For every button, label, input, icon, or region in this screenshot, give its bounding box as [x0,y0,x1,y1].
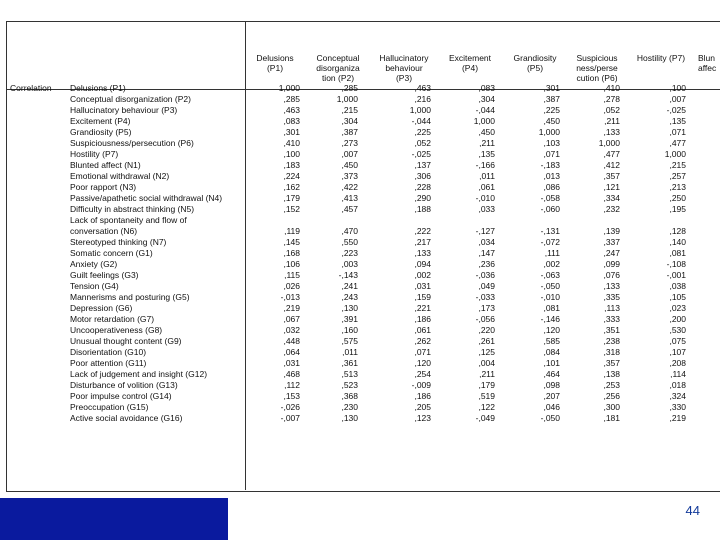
table-cell: ,011 [479,171,495,181]
table-cell: ,086 [543,182,560,192]
row-label: Depression (G6) [70,303,133,313]
table-cell: ,200 [669,314,686,324]
table-cell: 1,000 [538,127,560,137]
table-row [0,83,720,94]
column-header-p3: Hallucinatory behaviour (P3) [379,53,429,83]
table-cell: ,173 [478,303,495,313]
table-cell: ,463 [283,105,300,115]
table-cell: ,301 [283,127,300,137]
table-row [0,369,720,380]
row-label: Difficulty in abstract thinking (N5) [70,204,195,214]
row-label: Excitement (P4) [70,116,131,126]
table-cell: ,253 [603,380,620,390]
table-cell: ,179 [478,380,495,390]
table-cell: ,468 [283,369,300,379]
table-row [0,325,720,336]
table-cell: ,023 [669,303,686,313]
table-cell: ,285 [283,94,300,104]
table-cell: ,205 [414,402,431,412]
table-cell: ,002 [543,259,560,269]
table-cell: ,211 [479,369,495,379]
table-cell: ,225 [543,105,560,115]
table-cell: ,112 [284,380,300,390]
table-cell: ,391 [341,314,358,324]
table-cell: ,412 [603,160,620,170]
table-cell: -,072 [540,237,560,247]
table-cell: ,049 [478,281,495,291]
table-cell: ,224 [283,171,300,181]
table-cell: ,254 [414,369,431,379]
table-cell: -,131 [540,226,560,236]
table-cell: -,143 [338,270,358,280]
table-cell: ,448 [283,336,300,346]
table-cell: ,002 [414,270,431,280]
table-cell: ,300 [603,402,620,412]
table-row [0,292,720,303]
table-cell: -,026 [280,402,300,412]
row-label: Uncooperativeness (G8) [70,325,163,335]
table-cell: ,081 [669,248,686,258]
table-cell: -,063 [540,270,560,280]
table-cell: ,523 [341,380,358,390]
table-cell: ,188 [414,204,431,214]
table-cell: ,061 [478,182,495,192]
table-cell: ,247 [603,248,620,258]
row-label: Poor rapport (N3) [70,182,137,192]
table-cell: ,140 [669,237,686,247]
table-cell: ,477 [669,138,686,148]
table-row [0,281,720,292]
table-cell: ,038 [669,281,686,291]
table-cell: ,585 [543,336,560,346]
table-cell: ,530 [669,325,686,335]
table-row [0,402,720,413]
table-cell: ,032 [283,325,300,335]
table-cell: ,306 [414,171,431,181]
table-row [0,193,720,204]
table-row [0,204,720,215]
table-cell: ,241 [341,281,358,291]
table-cell: ,075 [669,336,686,346]
table-row [0,116,720,127]
table-cell: ,181 [603,413,620,423]
row-label: Unusual thought content (G9) [70,336,182,346]
table-row [0,215,720,237]
row-label: Anxiety (G2) [70,259,118,269]
table-cell: ,034 [478,237,495,247]
column-header-p2: Conceptual disorganiza tion (P2) [316,53,360,83]
row-label: Delusions (P1) [70,83,126,93]
column-header-n1-partial: Blun affec [698,53,717,73]
row-label: Blunted affect (N1) [70,160,141,170]
table-cell: ,011 [342,347,358,357]
table-cell: ,450 [478,127,495,137]
table-cell: ,278 [603,94,620,104]
table-cell: ,133 [414,248,431,258]
table-cell: -,025 [666,105,686,115]
table-cell: ,168 [283,248,300,258]
table-cell: ,160 [341,325,358,335]
row-label: Emotional withdrawal (N2) [70,171,170,181]
table-cell: ,120 [543,325,560,335]
table-row [0,358,720,369]
table-cell: ,137 [414,160,431,170]
table-cell: ,217 [414,237,431,247]
table-cell: -,183 [540,160,560,170]
table-cell: ,519 [478,391,495,401]
table-cell: ,139 [603,226,620,236]
table-cell: 1,000 [473,116,495,126]
column-header-p6: Suspicious ness/perse cution (P6) [576,53,618,83]
table-row [0,160,720,171]
table-cell: ,135 [669,116,686,126]
table-cell: ,071 [669,127,686,137]
table-cell: ,115 [284,270,300,280]
table-cell: ,031 [414,281,431,291]
row-label: Hostility (P7) [70,149,119,159]
table-cell: ,133 [603,127,620,137]
row-label: Grandiosity (P5) [70,127,132,137]
table-cell: ,130 [341,413,358,423]
table-cell: ,107 [669,347,686,357]
table-cell: ,575 [341,336,358,346]
footer-accent-bar [0,498,228,540]
column-header-p1: Delusions (P1) [256,53,294,73]
row-label: Suspiciousness/persecution (P6) [70,138,194,148]
table-cell: ,318 [603,347,620,357]
table-cell: ,290 [414,193,431,203]
table-cell: ,208 [669,358,686,368]
table-cell: ,061 [414,325,431,335]
table-cell: ,330 [669,402,686,412]
table-cell: ,071 [414,347,431,357]
row-label: Mannerisms and posturing (G5) [70,292,190,302]
table-cell: -,007 [280,413,300,423]
table-cell: ,216 [414,94,431,104]
table-row [0,336,720,347]
table-cell: ,122 [478,402,495,412]
row-label: Lack of spontaneity and flow of conversation (N6) [70,215,187,236]
table-row [0,259,720,270]
table-cell: -,056 [475,314,495,324]
table-cell: ,084 [543,347,560,357]
table-cell: ,138 [603,369,620,379]
row-label: Guilt feelings (G3) [70,270,139,280]
table-cell: ,238 [603,336,620,346]
table-cell: 1,000 [336,94,358,104]
table-cell: ,477 [603,149,620,159]
table-cell: ,098 [543,380,560,390]
table-cell: ,133 [603,281,620,291]
table-cell: 1,000 [598,138,620,148]
table-row [0,380,720,391]
table-row [0,270,720,281]
table-cell: ,211 [479,138,495,148]
table-cell: ,162 [283,182,300,192]
table-cell: ,007 [341,149,358,159]
table-row [0,413,720,424]
table-cell: ,230 [341,402,358,412]
row-label: Tension (G4) [70,281,119,291]
table-cell: -,001 [666,270,686,280]
column-header-p5: Grandiosity (P5) [513,53,557,73]
table-cell: ,111 [544,248,560,258]
table-cell: -,166 [475,160,495,170]
table-cell: ,121 [603,182,620,192]
table-cell: -,025 [411,149,431,159]
table-cell: ,219 [283,303,300,313]
table-cell: -,127 [475,226,495,236]
table-cell: ,195 [669,204,686,214]
table-cell: ,007 [669,94,686,104]
table-cell: ,470 [341,226,358,236]
table-cell: ,113 [604,303,620,313]
table-cell: ,413 [341,193,358,203]
table-cell: 1,000 [664,149,686,159]
table-cell: ,213 [669,182,686,192]
table-cell: ,368 [341,391,358,401]
table-cell: ,250 [669,193,686,203]
table-cell: ,550 [341,237,358,247]
row-label: Motor retardation (G7) [70,314,155,324]
table-cell: ,101 [543,358,560,368]
table-cell: ,304 [341,116,358,126]
table-row [0,105,720,116]
table-cell: ,221 [414,303,431,313]
table-cell: -,033 [475,292,495,302]
table-cell: ,387 [543,94,560,104]
table-cell: ,304 [478,94,495,104]
table-cell: ,207 [543,391,560,401]
table-cell: ,273 [341,138,358,148]
table-cell: ,100 [283,149,300,159]
table-cell: ,337 [603,237,620,247]
table-cell: ,450 [543,116,560,126]
table-cell: ,179 [283,193,300,203]
table-cell: ,083 [283,116,300,126]
table-cell: ,357 [603,171,620,181]
table-cell: ,351 [603,325,620,335]
row-label: Disturbance of volition (G13) [70,380,178,390]
page-number: 44 [685,503,700,518]
table-cell: ,334 [603,193,620,203]
table-row [0,94,720,105]
table-row [0,182,720,193]
table-cell: ,228 [414,182,431,192]
table-cell: ,410 [283,138,300,148]
row-label: Active social avoidance (G16) [70,413,183,423]
table-cell: ,422 [341,182,358,192]
table-cell: ,225 [414,127,431,137]
row-label: Stereotyped thinking (N7) [70,237,167,247]
table-cell: ,463 [414,83,431,93]
row-label: Preoccupation (G15) [70,402,149,412]
table-cell: ,186 [414,391,431,401]
row-label: Conceptual disorganization (P2) [70,94,191,104]
column-header-p4: Excitement (P4) [448,53,492,73]
table-cell: ,261 [478,336,495,346]
table-cell: ,152 [283,204,300,214]
table-cell: ,220 [478,325,495,335]
table-cell: -,044 [411,116,431,126]
table-row [0,138,720,149]
table-cell: ,081 [543,303,560,313]
table-cell: ,232 [603,204,620,214]
row-label: Somatic concern (G1) [70,248,153,258]
table-cell: ,013 [543,171,560,181]
table-cell: -,060 [540,204,560,214]
table-cell: ,215 [341,105,358,115]
table-cell: ,464 [543,369,560,379]
table-cell: ,333 [603,314,620,324]
table-cell: ,031 [283,358,300,368]
table-cell: ,128 [669,226,686,236]
row-label: Hallucinatory behaviour (P3) [70,105,178,115]
table-cell: ,357 [603,358,620,368]
table-cell: ,513 [341,369,358,379]
table-cell: ,145 [283,237,300,247]
table-cell: ,105 [669,292,686,302]
table-row [0,347,720,358]
table-cell: 1,000 [278,83,300,93]
table-cell: ,211 [604,116,620,126]
table-cell: -,146 [540,314,560,324]
row-label: Poor impulse control (G14) [70,391,172,401]
table-cell: ,123 [414,413,431,423]
row-label: Poor attention (G11) [70,358,147,368]
table-cell: ,004 [478,358,495,368]
table-cell: ,457 [341,204,358,214]
table-cell: ,125 [478,347,495,357]
table-cell: ,106 [283,259,300,269]
table-cell: -,010 [475,193,495,203]
table-cell: ,335 [603,292,620,302]
table-cell: ,256 [603,391,620,401]
table-row [0,314,720,325]
table-cell: -,058 [540,193,560,203]
table-cell: 1,000 [409,105,431,115]
table-row [0,303,720,314]
table-cell: -,108 [666,259,686,269]
table-cell: ,373 [341,171,358,181]
row-label: Lack of judgement and insight (G12) [70,369,208,379]
table-cell: ,100 [669,83,686,93]
table-cell: ,114 [670,369,686,379]
row-label: Passive/apathetic social withdrawal (N4) [70,193,223,203]
table-cell: ,003 [341,259,358,269]
table-row [0,171,720,182]
table-cell: -,049 [475,413,495,423]
table-cell: ,103 [543,138,560,148]
table-cell: ,450 [341,160,358,170]
table-cell: ,410 [603,83,620,93]
row-label: Disorientation (G10) [70,347,147,357]
table-cell: ,219 [669,413,686,423]
table-cell: ,076 [603,270,620,280]
table-cell: ,215 [669,160,686,170]
table-cell: ,120 [414,358,431,368]
table-cell: ,257 [669,171,686,181]
table-row [0,127,720,138]
table-cell: ,183 [283,160,300,170]
corner-label: Correlation [10,83,52,93]
table-cell: -,013 [280,292,300,302]
table-cell: ,186 [414,314,431,324]
table-cell: ,083 [478,83,495,93]
table-row [0,248,720,259]
table-cell: ,243 [341,292,358,302]
table-cell: ,018 [669,380,686,390]
table-cell: -,050 [540,413,560,423]
table-cell: ,387 [341,127,358,137]
table-cell: ,285 [341,83,358,93]
table-cell: ,130 [341,303,358,313]
table-cell: ,301 [543,83,560,93]
table-cell: ,071 [543,149,560,159]
table-cell: ,159 [414,292,431,302]
table-cell: ,026 [283,281,300,291]
table-cell: ,324 [669,391,686,401]
table-cell: -,050 [540,281,560,291]
table-cell: -,036 [475,270,495,280]
table-cell: ,147 [478,248,495,258]
table-row [0,149,720,160]
table-cell: -,009 [411,380,431,390]
table-cell: ,052 [414,138,431,148]
table-cell: ,119 [284,226,300,236]
table-row [0,237,720,248]
table-row [0,391,720,402]
table-cell: ,067 [283,314,300,324]
table-cell: ,361 [341,358,358,368]
table-cell: ,135 [478,149,495,159]
table-cell: -,010 [540,292,560,302]
table-cell: ,223 [341,248,358,258]
table-cell: ,236 [478,259,495,269]
column-header-p7: Hostility (P7) [636,53,686,63]
table-cell: ,052 [603,105,620,115]
table-cell: ,099 [603,259,620,269]
table-cell: ,222 [414,226,431,236]
table-cell: ,064 [283,347,300,357]
table-cell: ,046 [543,402,560,412]
table-cell: -,044 [475,105,495,115]
table-cell: ,094 [414,259,431,269]
table-cell: ,262 [414,336,431,346]
table-cell: ,153 [283,391,300,401]
table-cell: ,033 [478,204,495,214]
